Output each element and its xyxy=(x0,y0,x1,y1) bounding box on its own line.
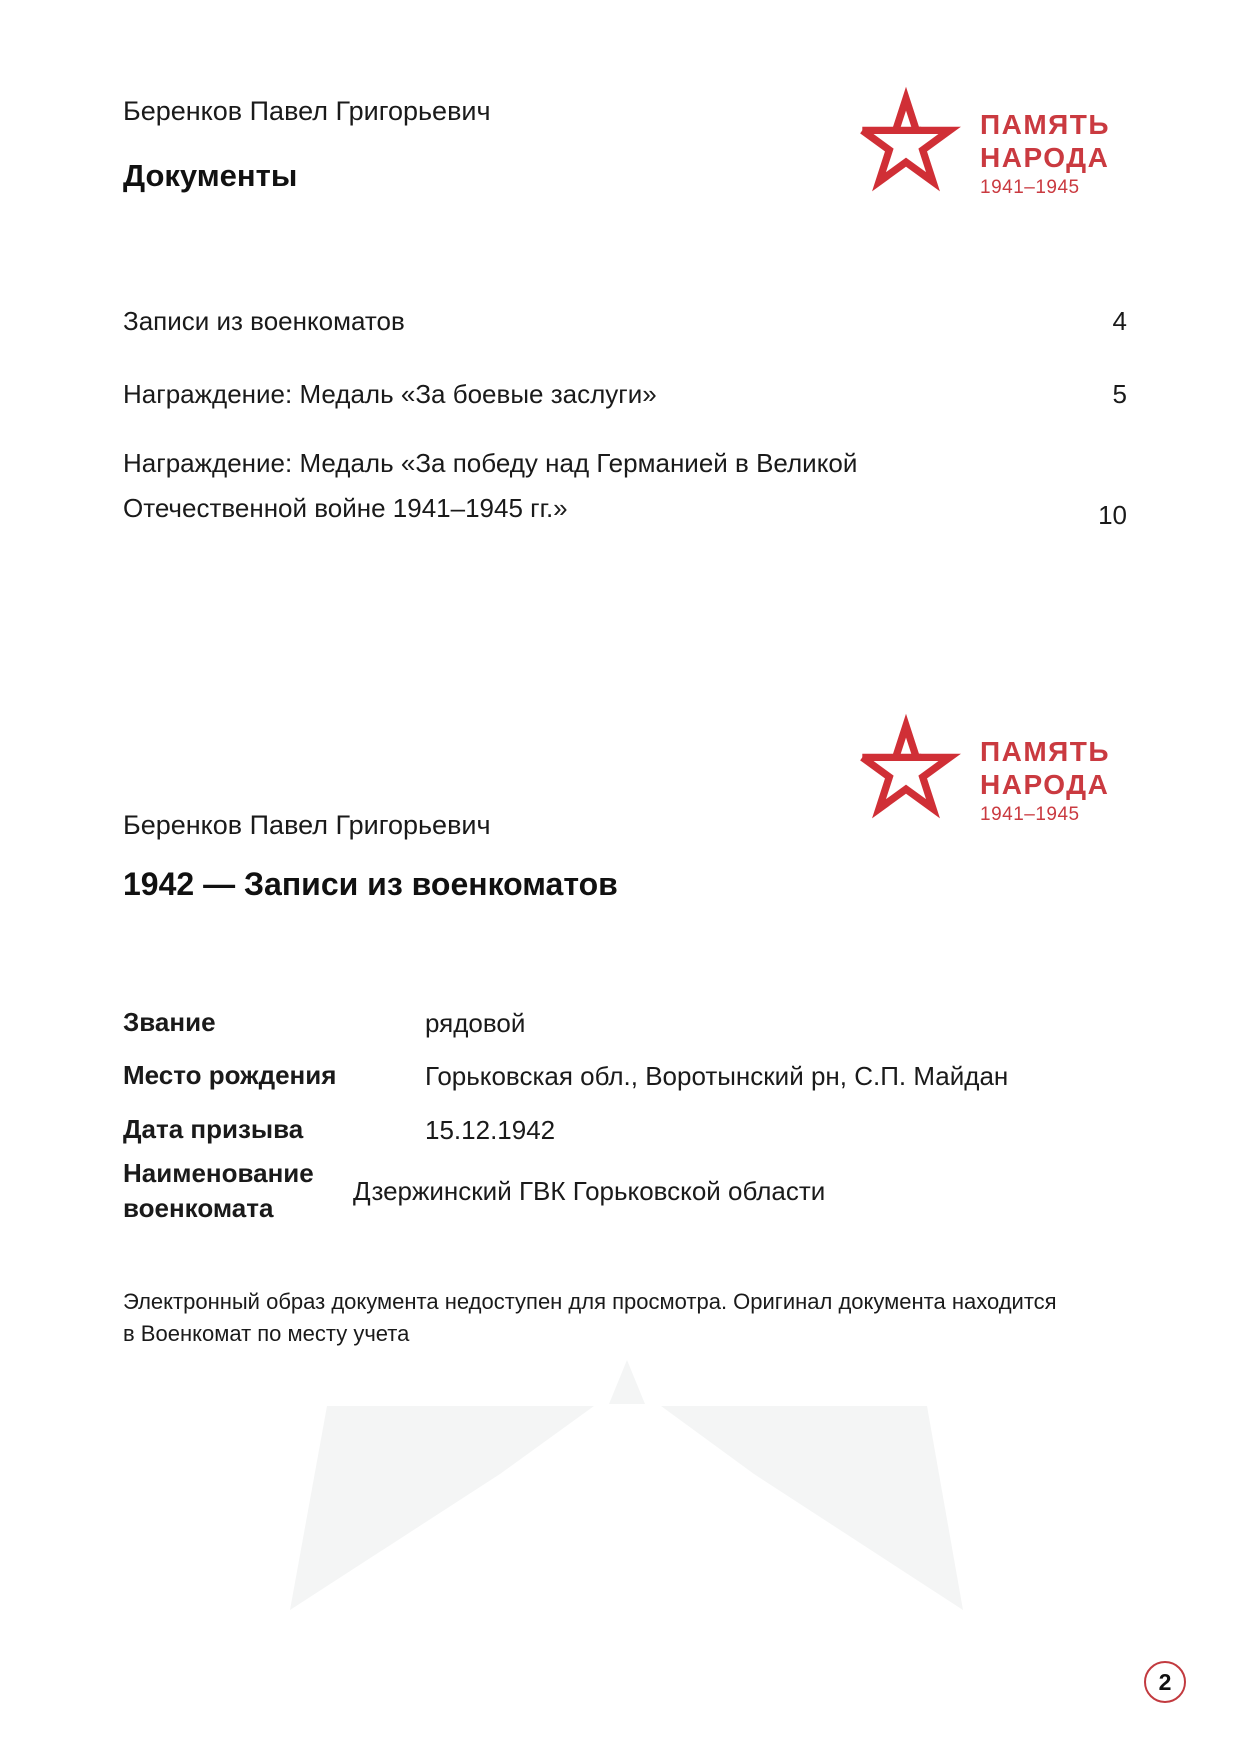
toc-page-number: 10 xyxy=(1098,500,1127,530)
toc-entry-link[interactable]: Награждение: Медаль «За боевые заслуги» xyxy=(123,379,657,409)
logo-line1: ПАМЯТЬ xyxy=(980,109,1111,140)
person-name-documents: Беренков Павел Григорьевич xyxy=(123,96,491,126)
field-value: Горьковская обл., Воротынский рн, С.П. Майдан xyxy=(425,1060,1009,1091)
field-label: Дата призыва xyxy=(123,1114,304,1144)
page-number: 2 xyxy=(1158,1668,1172,1695)
person-name-record: Беренков Павел Григорьевич xyxy=(123,810,491,840)
red-star-icon xyxy=(850,712,962,822)
logo-years: 1941–1945 xyxy=(980,804,1080,825)
pamyat-naroda-logo xyxy=(850,712,1110,826)
page-number-badge xyxy=(1144,1661,1186,1703)
logo-wordmark xyxy=(980,108,1110,199)
toc-entry-link[interactable]: Записи из военкоматов xyxy=(123,306,405,336)
field-value: 15.12.1942 xyxy=(425,1114,556,1145)
field-row xyxy=(123,1058,1127,1093)
field-row xyxy=(123,1155,1127,1227)
field-value: рядовой xyxy=(425,1007,526,1038)
toc-entry-link[interactable]: Награждение: Медаль «За победу над Германией в Великой Отечественной войне 1941–1945 гг.» xyxy=(123,448,858,523)
field-label: Звание xyxy=(123,1007,216,1037)
logo-years: 1941–1945 xyxy=(980,177,1080,198)
toc-row xyxy=(123,441,1127,531)
field-label: Место рождения xyxy=(123,1060,337,1090)
toc-row xyxy=(123,305,1127,337)
toc-row xyxy=(123,378,1127,410)
logo-line2: НАРОДА xyxy=(980,769,1110,800)
field-row xyxy=(123,1112,1127,1147)
documents-title: Документы xyxy=(123,158,298,193)
field-value: Дзержинский ГВК Горьковской области xyxy=(353,1176,826,1206)
document-unavailable-note: Электронный образ документа недоступен для просмотра. Оригинал документа находится в Военкомат по месту учета xyxy=(123,1289,1057,1346)
field-label: Наименование военкомата xyxy=(123,1158,314,1223)
logo-line1: ПАМЯТЬ xyxy=(980,736,1111,767)
logo-line2: НАРОДА xyxy=(980,142,1110,173)
field-row xyxy=(123,1005,1127,1040)
red-star-icon xyxy=(850,85,962,195)
pamyat-naroda-logo xyxy=(850,85,1110,199)
record-title: 1942 — Записи из военкоматов xyxy=(123,866,618,902)
logo-wordmark xyxy=(980,735,1110,826)
toc-page-number: 4 xyxy=(1112,306,1127,336)
toc-page-number: 5 xyxy=(1112,379,1127,409)
